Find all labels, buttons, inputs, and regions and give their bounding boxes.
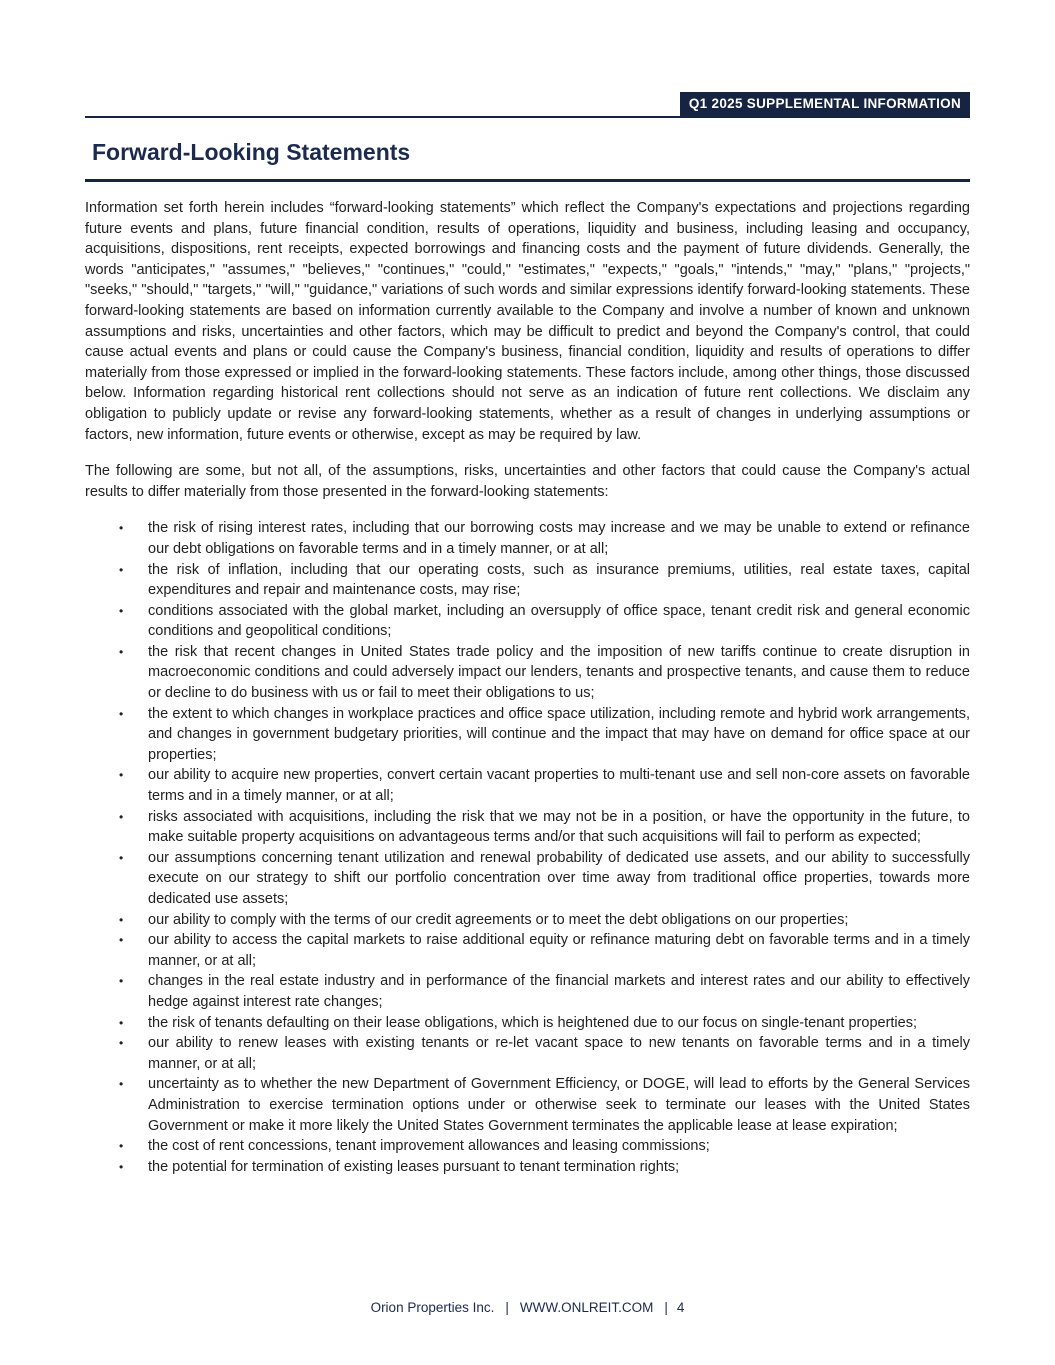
list-item-text: our ability to access the capital markets to raise additional equity or refinance maturing debt on favorable terms and in a timely manner, or at all; [148, 932, 970, 969]
bullet-icon: • [119, 603, 124, 618]
list-item [85, 1033, 970, 1074]
risk-factors-list [85, 518, 970, 1177]
list-item-text: our assumptions concerning tenant utilization and renewal probability of dedicated use assets, and our ability to successfully execute on our strategy to shift our portfolio concentration over time away from traditional office properties, towards more dedicated use assets; [148, 849, 970, 907]
list-item [85, 971, 970, 1012]
lead-in-paragraph: The following are some, but not all, of the assumptions, risks, uncertainties and other factors that could cause the Company's actual results to differ materially from those presented in the forward-looking statements: [85, 463, 970, 500]
bullet-icon: • [119, 644, 124, 659]
bullet-icon: • [119, 1036, 124, 1051]
bullet-icon: • [119, 1139, 124, 1154]
list-item [85, 560, 970, 601]
bullet-icon: • [119, 1159, 124, 1174]
footer-company: Orion Properties Inc. [370, 1300, 495, 1315]
list-item-text: the potential for termination of existing leases pursuant to tenant termination rights; [148, 1158, 680, 1175]
footer-website: WWW.ONLREIT.COM [519, 1300, 654, 1315]
report-badge: Q1 2025 SUPPLEMENTAL INFORMATION [680, 92, 970, 116]
list-item-text: the risk of inflation, including that our operating costs, such as insurance premiums, utilities, real estate taxes, capital expenditures and repair and maintenance costs, may rise; [148, 561, 970, 599]
list-item [85, 601, 970, 642]
document-header [85, 0, 970, 116]
list-item [85, 704, 970, 766]
list-item-text: our ability to renew leases with existing tenants or re-let vacant space to new tenants on favorable terms and in a timely manner, or at all; [148, 1035, 970, 1072]
bullet-icon: • [119, 933, 124, 948]
list-item-text: changes in the real estate industry and in performance of the financial markets and interest rates and our ability to effectively hedge against interest rate changes; [148, 973, 970, 1010]
list-item-text: the risk that recent changes in United States trade policy and the imposition of new tariffs continue to create disruption in macroeconomic conditions and could adversely impact our lenders, tenants and prospective tenants, and cause them to reduce or decline to do business with us or fail to meet their obligations to us; [148, 643, 970, 702]
list-item [85, 807, 970, 848]
list-item [85, 848, 970, 910]
footer-separator: | [505, 1300, 509, 1315]
list-item-text: the extent to which changes in workplace practices and office space utilization, including remote and hybrid work arrangements, and changes in government budgetary priorities, will continue and the impact that may have on demand for office space at our properties; [148, 705, 970, 763]
list-item-text: our ability to acquire new properties, convert certain vacant properties to multi-tenant use and sell non-core assets on favorable terms and in a timely manner, or at all; [148, 767, 970, 805]
document-body [85, 198, 970, 1177]
title-rule [85, 179, 970, 182]
list-item-text: uncertainty as to whether the new Department of Government Efficiency, or DOGE, will lead to efforts by the General Services Administration to exercise termination options under or otherwise seek to terminate our leases with the United States Government or make it more likely the United States Government terminates the applicable lease at lease expiration; [148, 1076, 970, 1134]
list-item-text: the risk of tenants defaulting on their lease obligations, which is heightened due to our focus on single-tenant properties; [148, 1014, 917, 1031]
bullet-icon: • [119, 809, 124, 824]
list-item [85, 518, 970, 559]
list-item-text: our ability to comply with the terms of our credit agreements or to meet the debt obligations on our properties; [148, 911, 849, 928]
list-item [85, 910, 970, 931]
bullet-icon: • [119, 706, 124, 721]
bullet-icon: • [119, 1077, 124, 1092]
bullet-icon: • [119, 768, 124, 783]
list-item-text: risks associated with acquisitions, including the risk that we may not be in a position, or have the opportunity in the future, to make suitable property acquisitions on advantageous terms and/or that such acquisitions will fail to perform as expected; [148, 808, 970, 846]
bullet-icon: • [119, 1015, 124, 1030]
footer-separator: | [664, 1300, 668, 1315]
footer-page-number: 4 [676, 1300, 685, 1315]
list-item-text: conditions associated with the global market, including an oversupply of office space, tenant credit risk and general economic conditions and geopolitical conditions; [148, 602, 970, 640]
list-item [85, 1136, 970, 1157]
list-item-text: the cost of rent concessions, tenant improvement allowances and leasing commissions; [148, 1138, 710, 1155]
bullet-icon: • [119, 562, 124, 577]
list-item [85, 930, 970, 971]
bullet-icon: • [119, 912, 124, 927]
list-item [85, 1157, 970, 1178]
list-item [85, 642, 970, 704]
list-item [85, 765, 970, 806]
intro-paragraph: Information set forth herein includes “forward-looking statements” which reflect the Company's expectations and projections regarding future events and plans, future financial condition, results of operations, liquidity and business, including leasing and occupancy, acquisitions, dispositions, rent receipts, expected borrowings and financing costs and the payment of future dividends. Generally, the words "anticipates," "assumes," "believes," "continues," "could," "estimates," "expects," "goals," "intends," "may," "plans," "projects," "seeks," "should," "targets," "will," "guidance," variations of such words and similar expressions identify forward-looking statements. These forward-looking statements are based on information currently available to the Company and involve a number of known and unknown assumptions and risks, uncertainties and other factors, which may be difficult to predict and beyond the Company's control, that could cause actual events and plans or could cause the Company's business, financial condition, liquidity and results of operations to differ materially from those expressed or implied in the forward-looking statements. These factors include, among other things, those discussed below. Information regarding historical rent collections should not serve as an indication of future rent collections. We disclaim any obligation to publicly update or revise any forward-looking statements, whether as a result of changes in underlying assumptions or factors, new information, future events or otherwise, except as may be required by law. [85, 200, 970, 443]
bullet-icon: • [119, 850, 124, 865]
page-title: Forward-Looking Statements [92, 139, 411, 165]
list-item [85, 1074, 970, 1136]
list-item [85, 1013, 970, 1034]
bullet-icon: • [119, 974, 124, 989]
bullet-icon: • [119, 521, 124, 536]
document-footer [0, 1300, 1055, 1315]
header-rule [85, 116, 970, 118]
list-item-text: the risk of rising interest rates, including that our borrowing costs may increase and we may be unable to extend or refinance our debt obligations on favorable terms and in a timely manner, or at all; [148, 520, 970, 557]
